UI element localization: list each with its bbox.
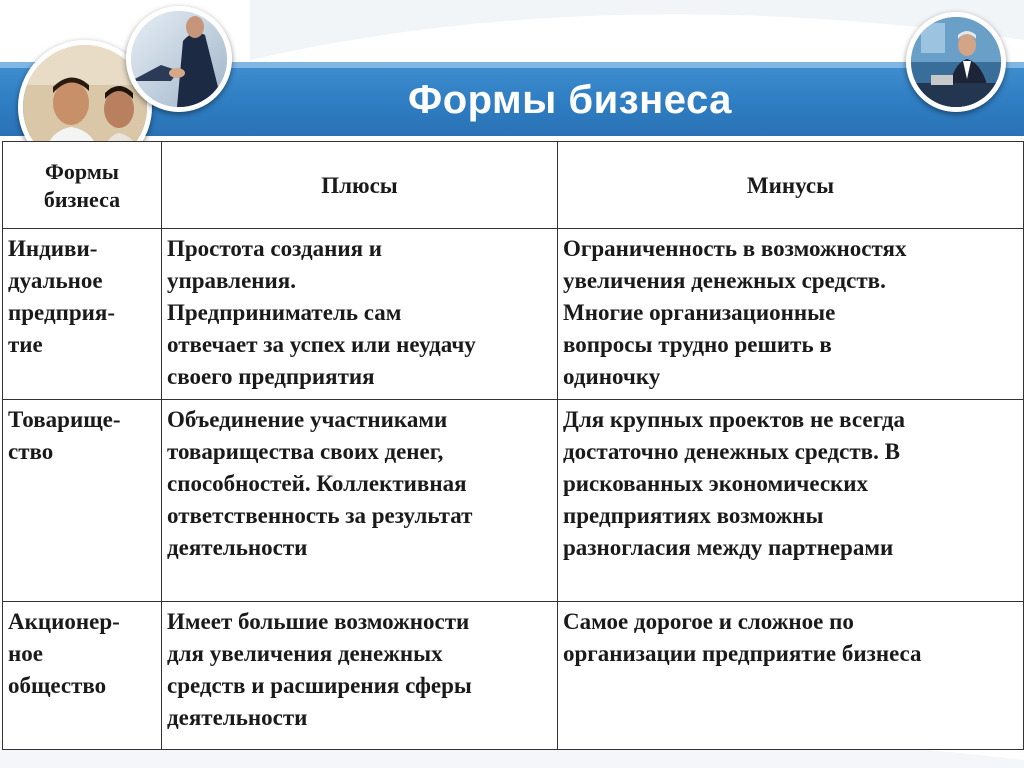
handshake-photo — [126, 6, 232, 112]
row-pros-cell: Объединение участниками товарищества своих денег, способностей. Коллективная ответственность за результат деятельности — [162, 400, 558, 602]
row-pros-cell: Имеет большие возможности для увеличения денежных средств и расширения сферы деятельности — [162, 602, 558, 750]
header-pros: Плюсы — [162, 142, 558, 229]
row-form-cell: Акционер- ное общество — [3, 602, 162, 750]
row-pros-cell: Простота создания и управления. Предприниматель сам отвечает за успех или неудачу своего предприятия — [162, 229, 558, 400]
row-form-cell: Индиви- дуальное предприя- тие — [3, 229, 162, 400]
table-header-row — [3, 142, 1024, 229]
slide-title: Формы бизнеса — [408, 78, 732, 122]
row-cons-cell: Ограниченность в возможностях увеличения денежных средств. Многие организационные вопросы трудно решить в одиночку — [558, 229, 1024, 400]
header-cons: Минусы — [558, 142, 1024, 229]
table-row — [3, 229, 1024, 400]
row-cons-cell: Самое дорогое и сложное по организации предприятие бизнеса — [558, 602, 1024, 750]
business-forms-table — [2, 141, 1024, 750]
table-row — [3, 400, 1024, 602]
header-forms: Формы бизнеса — [3, 142, 162, 229]
table-row — [3, 602, 1024, 750]
row-cons-cell: Для крупных проектов не всегда достаточно денежных средств. В рискованных экономических предприятиях возможны разногласия между партнерами — [558, 400, 1024, 602]
row-form-cell: Товарище- ство — [3, 400, 162, 602]
businessman-at-desk-photo — [906, 12, 1006, 112]
